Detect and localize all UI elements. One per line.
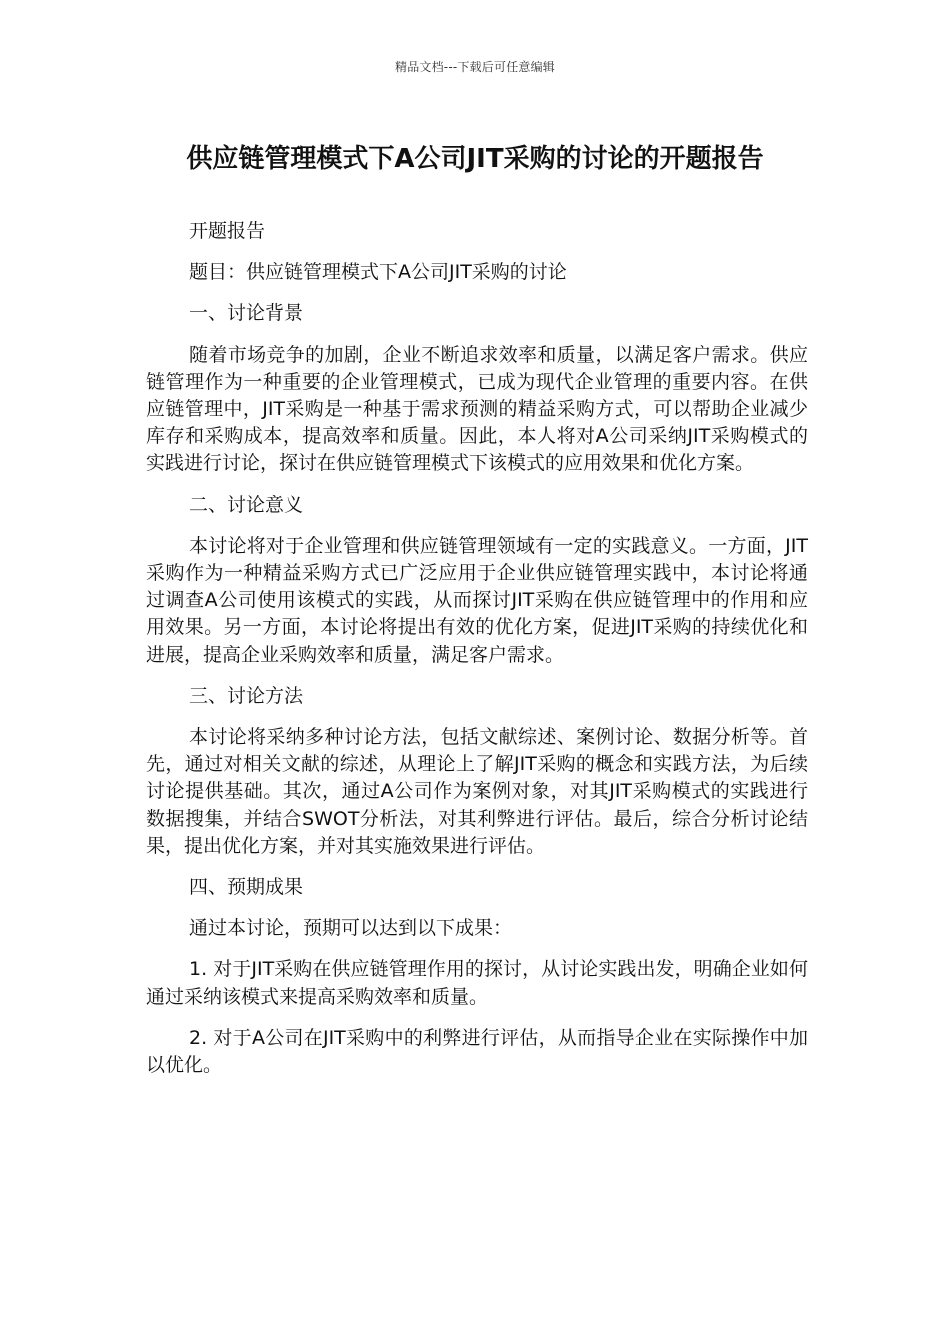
- section-heading-outcomes: 四、预期成果: [189, 876, 304, 899]
- paragraph-report-label: 开题报告: [189, 220, 266, 242]
- section-heading-background: 一、讨论背景: [189, 302, 304, 325]
- paragraph-topic: 题目：供应链管理模式下A公司JIT采购的讨论: [189, 261, 567, 284]
- paragraph-outcomes-intro: 通过本讨论，预期可以达到以下成果：: [189, 917, 513, 940]
- paragraph-method: 本讨论将采纳多种讨论方法，包括文献综述、案例讨论、数据分析等。首先，通过对相关文献的综述，从理论上了解JIT采购的概念和实践方法，为后续讨论提供基础。其次，通过A公司作为案例对象，对其JIT采购模式的实践进行数据搜集，并结合SWOT分析法，对其利弊进行评估。最后，综合分析讨论结果，提出优化方案，并对其实施效果进行评估。: [146, 726, 808, 857]
- list-item-outcome-2: 2. 对于A公司在JIT采购中的利弊进行评估，从而指导企业在实际操作中加以优化。: [146, 1026, 808, 1077]
- document-body: [146, 218, 808, 1093]
- list-item-outcome-1: 1. 对于JIT采购在供应链管理作用的探讨，从讨论实践出发，明确企业如何通过采纳该模式来提高采购效率和质量。: [146, 958, 808, 1008]
- paragraph-significance: 本讨论将对于企业管理和供应链管理领域有一定的实践意义。一方面，JIT采购作为一种精益采购方式已广泛应用于企业供应链管理实践中，本讨论将通过调查A公司使用该模式的实践，从而探讨JIT采购在供应链管理中的作用和应用效果。另一方面，本讨论将提出有效的优化方案，促进JIT采购的持续优化和进展，提高企业采购效率和质量，满足客户需求。: [146, 534, 808, 666]
- section-heading-significance: 二、讨论意义: [189, 493, 304, 516]
- section-heading-method: 三、讨论方法: [189, 684, 304, 707]
- paragraph-background: 随着市场竞争的加剧，企业不断追求效率和质量，以满足客户需求。供应链管理作为一种重要的企业管理模式，已成为现代企业管理的重要内容。在供应链管理中，JIT采购是一种基于需求预测的精益采购方式，可以帮助企业减少库存和采购成本，提高效率和质量。因此，本人将对A公司采纳JIT采购模式的实践进行讨论，探讨在供应链管理模式下该模式的应用效果和优化方案。: [146, 343, 808, 475]
- header-note: 精品文档---下载后可任意编辑: [395, 60, 555, 74]
- document-title: 供应链管理模式下A公司JIT采购的讨论的开题报告: [186, 144, 764, 174]
